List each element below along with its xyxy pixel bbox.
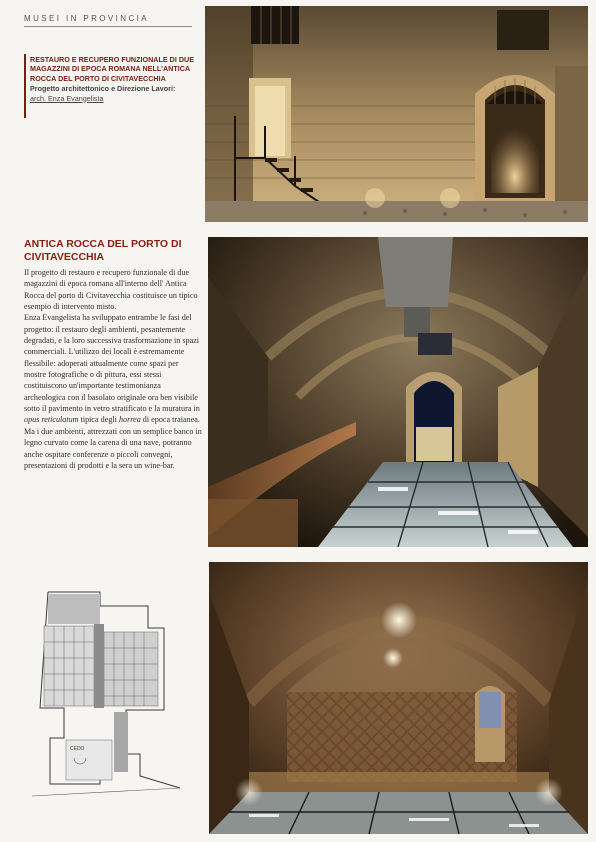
photo-vaulted-gallery: [208, 237, 588, 547]
section-header: MUSEI IN PROVINCIA: [24, 14, 192, 27]
plan-label: CEDO: [70, 746, 85, 752]
photo-exterior-facade: [205, 6, 588, 222]
article-body: [24, 267, 202, 471]
project-credits: [30, 55, 195, 103]
article-title: ANTICA ROCCA DEL PORTO DI CIVITAVECCHIA: [24, 238, 182, 263]
project-title: RESTAURO E RECUPERO FUNZIONALE DI DUE MAGAZZINI DI EPOCA ROMANA NELL'ANTICA ROCCA DEL PORTO DI CIVITAVECCHIA: [30, 55, 194, 83]
credits-accent-rule: [24, 54, 26, 118]
article-paragraph-2: Enza Evangelista ha sviluppato entrambe le fasi del progetto: il restauro degli ambienti, pesantemente degradati, e la loro successiva trasformazione in spazi commerciali. L'utilizzo dei locali è estremamente flessibile: adoperati attualmente come spazi per mostre fotografiche o di pittura, essi stessi costituiscono un'importante testimonianza archeologica con il basolato originale ora ben visibile sotto il pavimento in vetro stratificato e la muratura in opus reticulatum tipica degli horrea di epoca traianea. Ma i due ambienti, attrezzati con un semplice banco in legno curvato come la carena di una nave, potranno anche ospitare conferenze o piccoli convegni, presentazioni di prodotti e la sera un wine-bar.: [24, 313, 202, 470]
credits-role: Progetto architettonico e Direzione Lavori:: [30, 84, 176, 94]
architect-link[interactable]: arch. Enza Evangelista: [30, 93, 104, 103]
photo-reticulatum-vault: [209, 562, 588, 834]
article-paragraph-1: Il progetto di restauro e recupero funzionale di due magazzini di epoca romana all'interno dell' Antica Rocca del porto di Civitavecchia costituisce un tipico esempio di intervento misto.: [24, 268, 198, 312]
floor-plan-drawing: [30, 588, 182, 798]
